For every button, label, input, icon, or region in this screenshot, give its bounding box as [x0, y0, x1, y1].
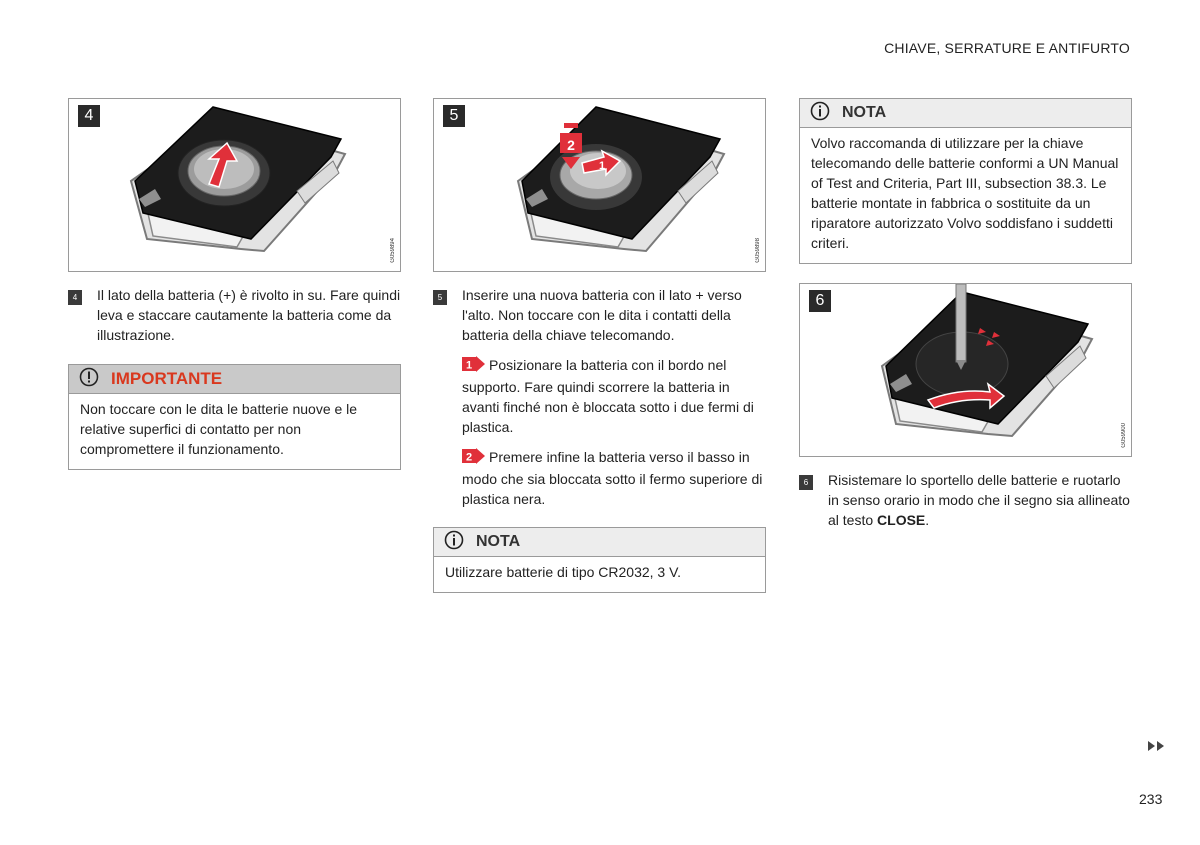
- warning-icon: [79, 367, 99, 392]
- note-box-text: Volvo raccomanda di utilizzare per la chiave telecomando delle batterie conformi a UN Manual of Test and Criteria, Part III, subsection 38.3. Le batterie montate in fabbrica o sostituite da un riparatore autorizzato Volvo soddisfano i suddetti criteri.: [811, 135, 1119, 251]
- note-battery-box: [433, 527, 766, 593]
- note-box-title: NOTA: [476, 533, 521, 550]
- substep-text: Posizionare la batteria con il bordo nel supporto. Fare quindi scorrere la batteria in avanti finché non è bloccata sotto i due fermi di plastica.: [462, 357, 754, 435]
- step-text: Inserire una nuova batteria con il lato + verso l'alto. Non toccare con le dita i contatti della batteria della chiave telecomando.: [462, 287, 742, 343]
- note-volvo-box: [799, 98, 1132, 264]
- red-arrow-marker-icon: [462, 448, 486, 469]
- red-arrow-marker-icon: [462, 356, 486, 377]
- figure-number-badge: 6: [809, 290, 831, 312]
- note-box-text: Utilizzare batterie di tipo CR2032, 3 V.: [445, 564, 682, 580]
- important-box-header: [69, 365, 400, 394]
- step-4: [68, 285, 401, 345]
- figure-step-5: [433, 98, 766, 272]
- figure-step-4: [68, 98, 401, 272]
- info-icon: [810, 101, 830, 126]
- next-page-arrows-icon: [1148, 738, 1166, 756]
- step-number-badge: 5: [433, 290, 447, 305]
- step-text: Risistemare lo sportello delle batterie e ruotarlo in senso orario in modo che il segno sia allineato al testo: [828, 472, 1130, 528]
- callout-2: 2: [567, 137, 575, 153]
- figure-number-badge: 4: [78, 105, 100, 127]
- step-5: [433, 285, 766, 345]
- note-box-header: [800, 99, 1131, 128]
- important-box-title: IMPORTANTE: [111, 369, 223, 388]
- important-box-text: Non toccare con le dita le batterie nuove e le relative superfici di contatto per non compromettere il funzionamento.: [80, 401, 358, 457]
- note-box-title: NOTA: [842, 104, 887, 121]
- step-6: [799, 470, 1132, 530]
- figure-code: G059894: [390, 238, 396, 263]
- column-middle: [433, 98, 766, 593]
- figure-number-badge: 5: [443, 105, 465, 127]
- callout-1: 1: [598, 160, 606, 172]
- key-battery-remove-illustration: [69, 99, 401, 272]
- important-box: [68, 364, 401, 470]
- step-text-end: .: [925, 512, 930, 528]
- substep-2: [433, 447, 766, 509]
- substep-marker-label: 1: [465, 359, 473, 372]
- step-number-badge: 6: [799, 475, 813, 490]
- substep-text: Premere infine la batteria verso il basso in modo che sia bloccata sotto il fermo superiore di plastica nera.: [462, 449, 763, 507]
- figure-step-6: [799, 283, 1132, 457]
- page-number: 233: [1139, 791, 1163, 807]
- figure-code: G059898: [755, 238, 761, 263]
- step-number-badge: 4: [68, 290, 82, 305]
- figure-code: G059900: [1121, 423, 1127, 448]
- substep-marker-label: 2: [465, 451, 473, 464]
- substep-1: [433, 355, 766, 437]
- section-title: CHIAVE, SERRATURE E ANTIFURTO: [884, 40, 1130, 56]
- key-battery-insert-illustration: [434, 99, 766, 272]
- note-box-header: [434, 528, 765, 557]
- step-text: Il lato della batteria (+) è rivolto in su. Fare quindi leva e staccare cautamente la batteria come da illustrazione.: [97, 287, 401, 343]
- close-label-text: CLOSE: [877, 512, 926, 528]
- key-battery-cover-close-illustration: [800, 284, 1132, 457]
- column-right: [799, 98, 1132, 530]
- column-left: [68, 98, 401, 470]
- info-icon: [444, 530, 464, 555]
